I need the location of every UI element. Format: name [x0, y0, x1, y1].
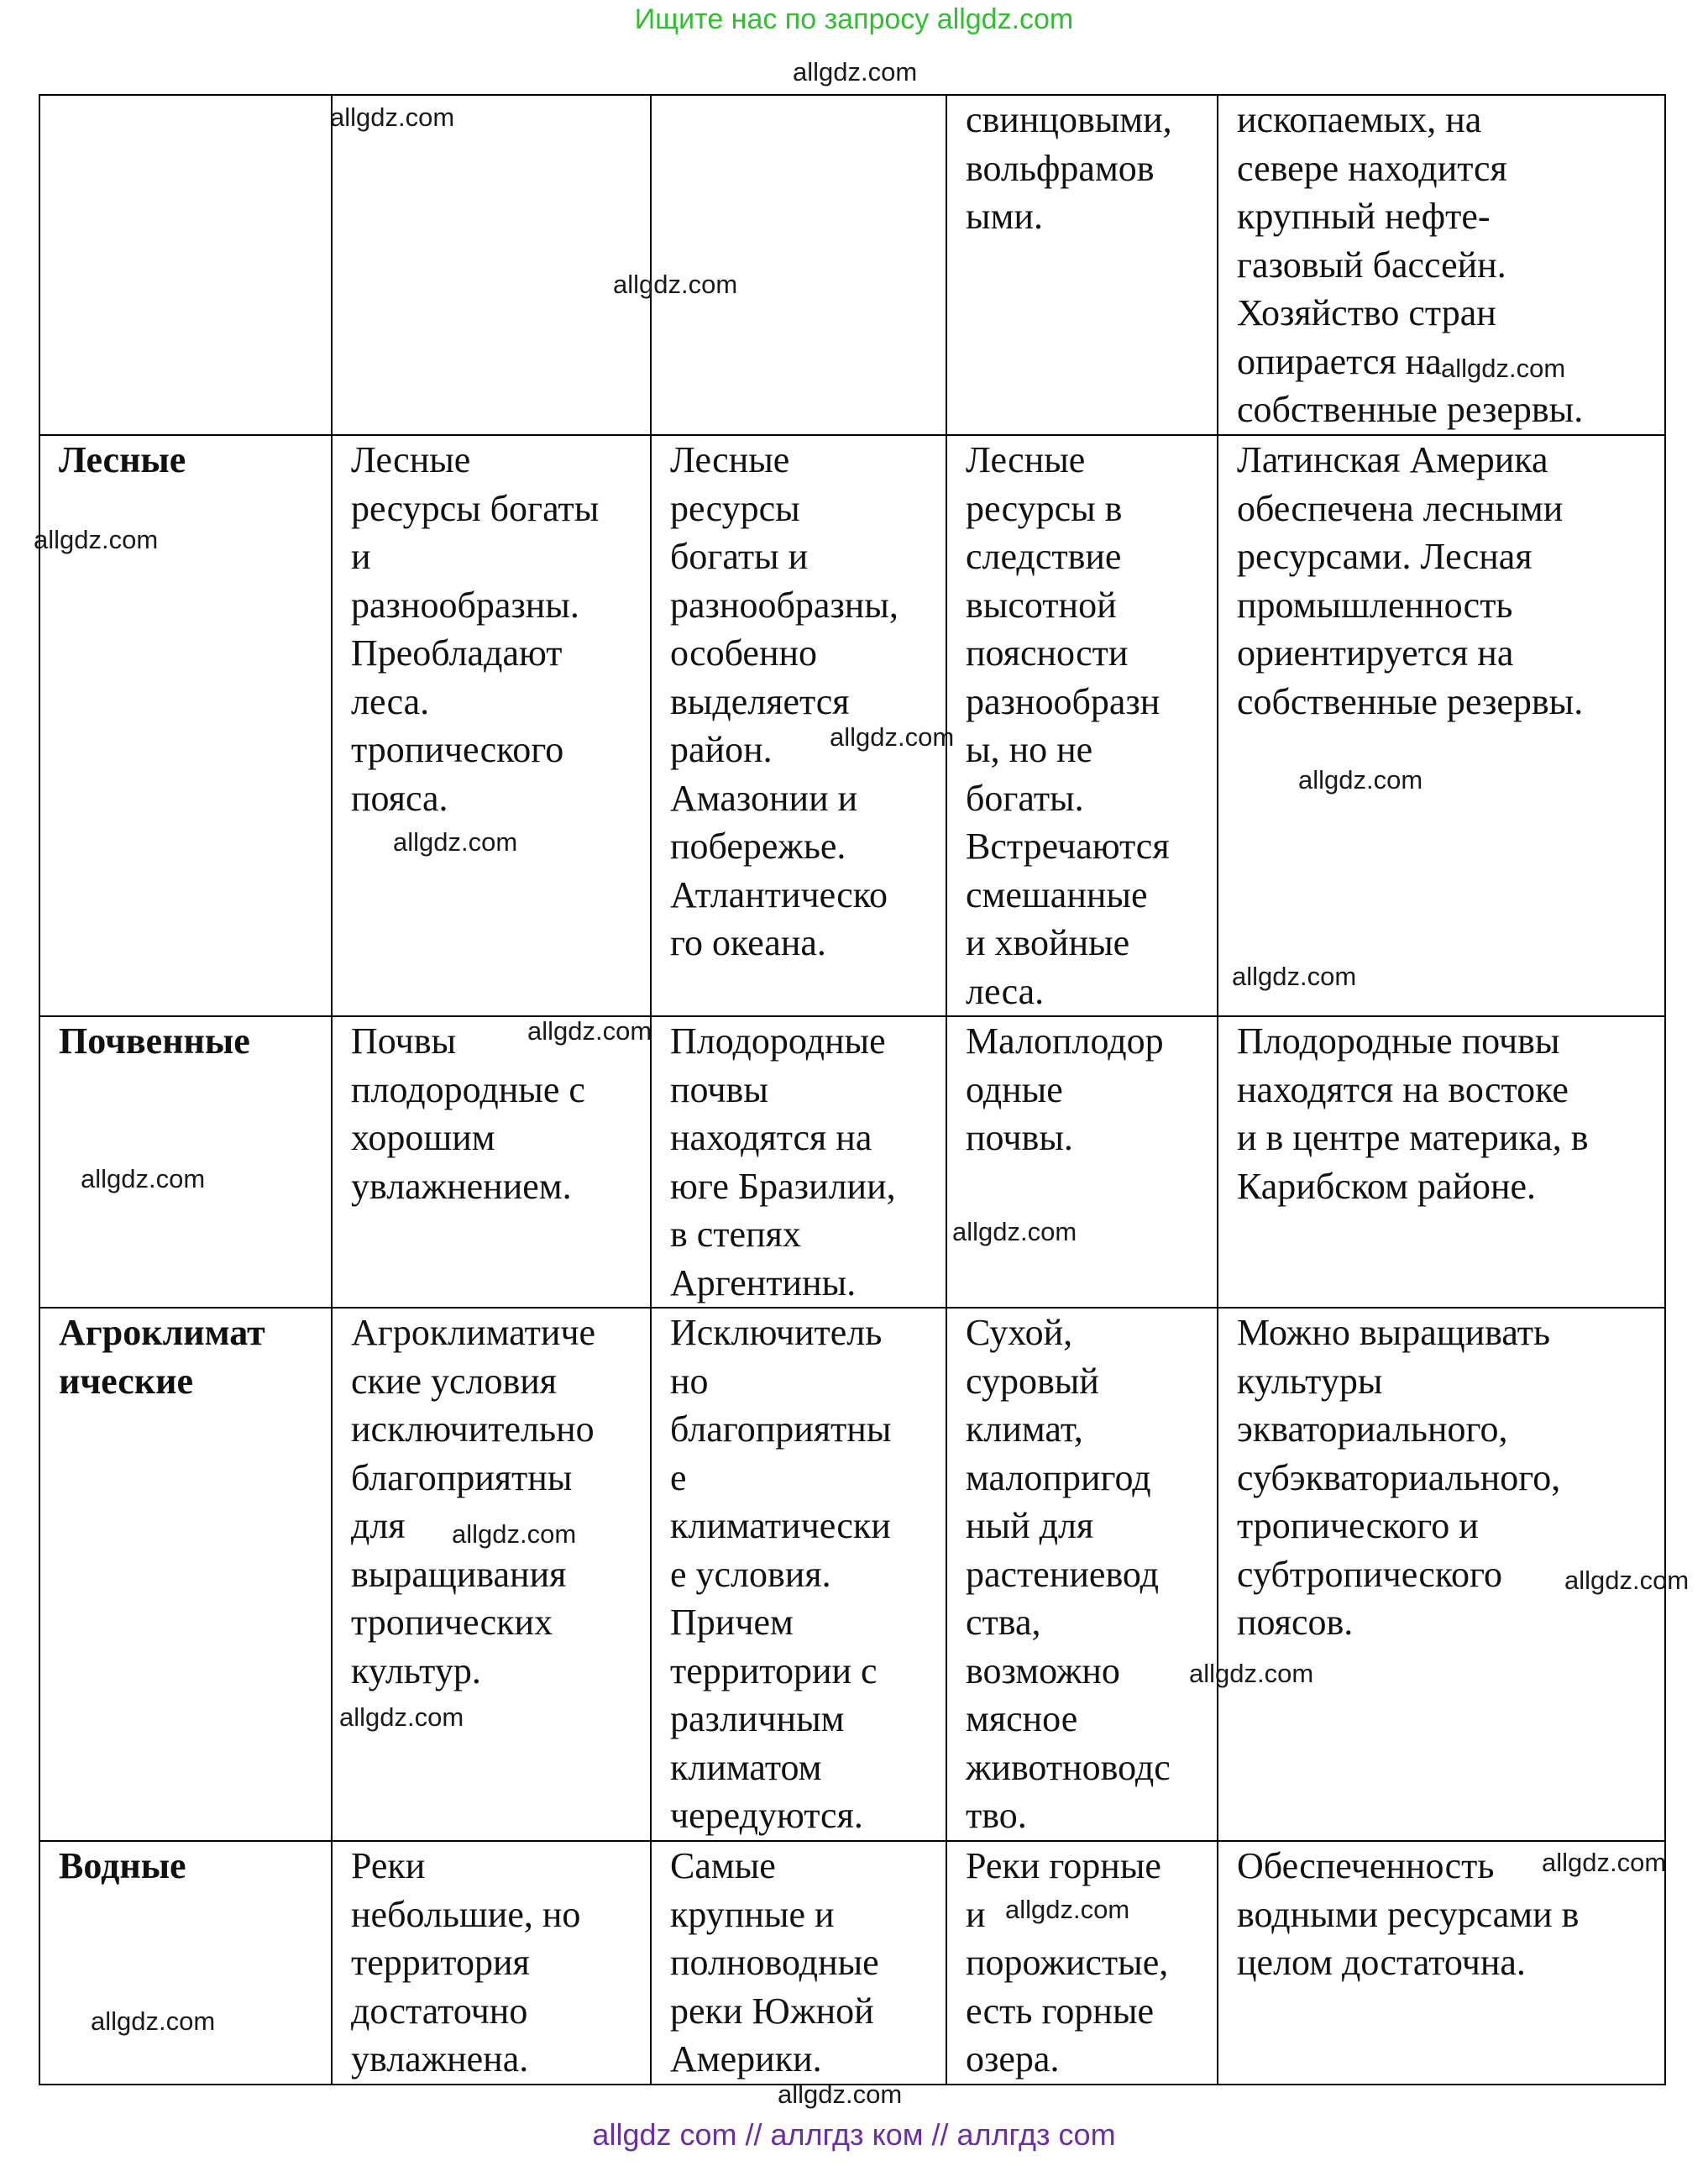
table-cell: ископаемых, на севере находится крупный нефте- газовый бассейн. Хозяйство стран опирается на собственные резервы.	[1218, 95, 1665, 435]
footer-links[interactable]: allgdz com // аллгдз ком // аллгдз com	[592, 2117, 1116, 2152]
table-cell: Малоплодор одные почвы.	[946, 1016, 1218, 1308]
table-row	[39, 95, 1665, 435]
table-cell: Реки небольшие, но территория достаточно увлажнена.	[332, 1841, 651, 2085]
table-cell: Почвы плодородные с хорошим увлажнением.	[332, 1016, 651, 1308]
watermark: allgdz.com	[330, 102, 455, 132]
watermark: allgdz.com	[1005, 1895, 1130, 1924]
watermark: allgdz.com	[952, 1217, 1077, 1246]
table-cell: Агроклиматиче ские условия исключительно благоприятны для выращивания тропических культур.	[332, 1308, 651, 1841]
watermark: allgdz.com	[1298, 765, 1423, 795]
watermark: allgdz.com	[830, 722, 955, 752]
watermark: allgdz.com	[1441, 354, 1566, 383]
table-cell: Латинская Америка обеспечена лесными ресурсами. Лесная промышленность ориентируется на собственные резервы.	[1218, 435, 1665, 1016]
row-header: Водные	[39, 1841, 332, 2085]
table-cell: Лесные ресурсы богаты и разнообразны, особенно выделяется район. Амазонии и побережье. Атлантическо го океана.	[651, 435, 946, 1016]
table-row	[39, 1016, 1665, 1308]
table-cell: Обеспеченность водными ресурсами в целом достаточна.	[1218, 1841, 1665, 2085]
row-header: Почвенные	[39, 1016, 332, 1308]
watermark: allgdz.com	[1564, 1565, 1690, 1595]
table-cell: Сухой, суровый климат, малопригод ный для растениевод ства, возможно мясное животноводс тво.	[946, 1308, 1218, 1841]
table-cell: Лесные ресурсы в следствие высотной поясности разнообразн ы, но не богаты. Встречаются смешанные и хвойные леса.	[946, 435, 1218, 1016]
row-header	[39, 95, 332, 435]
watermark: allgdz.com	[527, 1016, 652, 1046]
table-cell	[651, 95, 946, 435]
table-row	[39, 1308, 1665, 1841]
row-header: Агроклимат ические	[39, 1308, 332, 1841]
watermark: allgdz.com	[1189, 1659, 1314, 1688]
watermark: allgdz.com	[393, 827, 518, 857]
table-cell	[332, 95, 651, 435]
watermark: allgdz.com	[778, 2079, 903, 2109]
watermark: allgdz.com	[339, 1702, 464, 1732]
watermark: allgdz.com	[1542, 1848, 1667, 1877]
table-cell: Плодородные почвы находятся на востоке и в центре материка, в Карибском районе.	[1218, 1016, 1665, 1308]
table-cell: свинцовыми, вольфрамов ыми.	[946, 95, 1218, 435]
table-cell: Можно выращивать культуры экваториального, субэкваториального, тропического и субтропического поясов.	[1218, 1308, 1665, 1841]
table-cell: Плодородные почвы находятся на юге Бразилии, в степях Аргентины.	[651, 1016, 946, 1308]
resources-table	[39, 94, 1666, 2085]
table-cell: Реки горные и порожистые, есть горные озера.	[946, 1841, 1218, 2085]
table-cell: Лесные ресурсы богаты и разнообразны. Преобладают леса. тропического пояса.	[332, 435, 651, 1016]
watermark: allgdz.com	[91, 2006, 216, 2036]
table-row	[39, 1841, 1665, 2085]
watermark: allgdz.com	[452, 1519, 577, 1549]
search-banner[interactable]: Ищите нас по запросу allgdz.com	[634, 3, 1074, 35]
watermark: allgdz.com	[613, 270, 738, 299]
table-cell: Исключитель но благоприятны е климатически е условия. Причем территории с различным климатом чередуются.	[651, 1308, 946, 1841]
row-header: Лесные	[39, 435, 332, 1016]
watermark: allgdz.com	[793, 57, 918, 87]
watermark: allgdz.com	[1232, 962, 1357, 991]
watermark: allgdz.com	[81, 1164, 206, 1193]
watermark: allgdz.com	[34, 525, 159, 554]
table-cell: Самые крупные и полноводные реки Южной Америки.	[651, 1841, 946, 2085]
